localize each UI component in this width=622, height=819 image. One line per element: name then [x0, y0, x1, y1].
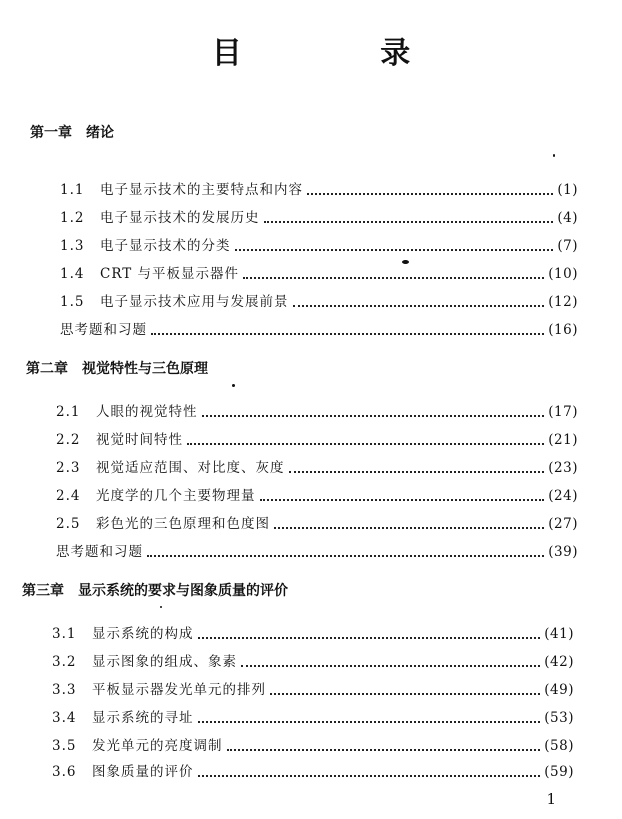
section-title: 电子显示技术应用与发展前景 — [100, 294, 289, 310]
leader-dots — [187, 433, 544, 445]
section-title: 显示系统的寻址 — [92, 710, 194, 726]
section-number: 3.2 — [52, 654, 77, 670]
section-title: 人眼的视觉特性 — [96, 404, 198, 420]
section-number: 2.5 — [56, 516, 81, 532]
toc-entry-3-3[interactable] — [52, 678, 574, 698]
chapter-label: 第三章 — [22, 583, 64, 599]
toc-entry-1-3[interactable] — [60, 234, 578, 254]
page-number: (41) — [544, 626, 574, 642]
leader-dots — [151, 323, 544, 335]
page-number: (7) — [557, 238, 578, 254]
section-title: 显示图象的组成、象素 — [92, 654, 237, 670]
chapter-label: 第二章 — [26, 361, 68, 377]
toc-entry-1-1[interactable] — [60, 178, 578, 198]
section-number: 1.4 — [60, 266, 85, 282]
chapter-name: 绪论 — [86, 125, 114, 141]
scan-speck — [232, 384, 235, 387]
page-number: (49) — [544, 682, 574, 698]
leader-dots — [241, 655, 540, 667]
toc-entry-1-2[interactable] — [60, 206, 578, 226]
page-number: (59) — [544, 764, 574, 780]
leader-dots — [198, 711, 541, 723]
leader-dots — [264, 211, 554, 223]
page-number: (10) — [548, 266, 578, 282]
leader-dots — [293, 295, 545, 307]
section-number: 2.3 — [56, 460, 81, 476]
toc-entry-exercises-1[interactable] — [60, 318, 578, 338]
section-title: 图象质量的评价 — [92, 764, 194, 780]
chapter-label: 第一章 — [30, 125, 72, 141]
scan-speck — [402, 260, 409, 264]
page-number: (17) — [548, 404, 578, 420]
toc-entry-3-5[interactable] — [52, 734, 574, 754]
scan-speck — [160, 606, 162, 608]
section-title: 电子显示技术的主要特点和内容 — [100, 182, 303, 198]
section-title: 视觉时间特性 — [96, 432, 183, 448]
section-number: 2.1 — [56, 404, 81, 420]
page-number: (12) — [548, 294, 578, 310]
section-number: 1.5 — [60, 294, 85, 310]
section-number: 2.2 — [56, 432, 81, 448]
toc-entry-3-1[interactable] — [52, 622, 574, 642]
chapter-name: 视觉特性与三色原理 — [82, 361, 208, 377]
page-number: (23) — [548, 460, 578, 476]
section-title: 平板显示器发光单元的排列 — [92, 682, 266, 698]
toc-entry-3-6[interactable] — [52, 760, 574, 780]
toc-entry-1-4[interactable] — [60, 262, 578, 282]
leader-dots — [227, 739, 541, 751]
leader-dots — [243, 267, 544, 279]
section-title: 思考题和习题 — [56, 544, 143, 560]
toc-entry-2-5[interactable] — [56, 512, 578, 532]
leader-dots — [147, 545, 544, 557]
leader-dots — [270, 683, 540, 695]
chapter-heading-1 — [30, 122, 114, 142]
toc-entry-1-5[interactable] — [60, 290, 578, 310]
section-title: 发光单元的亮度调制 — [92, 738, 223, 754]
section-title: 思考题和习题 — [60, 322, 147, 338]
section-number: 3.3 — [52, 682, 77, 698]
section-title: CRT 与平板显示器件 — [100, 266, 240, 282]
section-title: 电子显示技术的发展历史 — [100, 210, 260, 226]
section-number: 3.4 — [52, 710, 77, 726]
page-number: (27) — [548, 516, 578, 532]
page-number: (24) — [548, 488, 578, 504]
leader-dots — [274, 517, 544, 529]
leader-dots — [198, 627, 541, 639]
scan-speck — [553, 154, 555, 157]
page-number: (39) — [548, 544, 578, 560]
toc-entry-exercises-2[interactable] — [56, 540, 578, 560]
page-number: (58) — [544, 738, 574, 754]
toc-entry-2-2[interactable] — [56, 428, 578, 448]
toc-entry-2-3[interactable] — [56, 456, 578, 476]
chapter-name: 显示系统的要求与图象质量的评价 — [78, 583, 288, 599]
page-folio: 1 — [546, 790, 556, 808]
chapter-heading-2 — [26, 358, 208, 378]
section-number: 3.1 — [52, 626, 77, 642]
chapter-heading-3 — [22, 580, 288, 600]
toc-entry-2-4[interactable] — [56, 484, 578, 504]
leader-dots — [198, 765, 541, 777]
leader-dots — [260, 489, 545, 501]
section-title: 显示系统的构成 — [92, 626, 194, 642]
leader-dots — [235, 239, 554, 251]
section-title: 视觉适应范围、对比度、灰度 — [96, 460, 285, 476]
leader-dots — [202, 405, 545, 417]
page-title: 目 录 — [211, 36, 475, 71]
section-number: 1.2 — [60, 210, 85, 226]
section-number: 2.4 — [56, 488, 81, 504]
leader-dots — [307, 183, 553, 195]
toc-entry-3-4[interactable] — [52, 706, 574, 726]
page-number: (42) — [544, 654, 574, 670]
section-title: 彩色光的三色原理和色度图 — [96, 516, 270, 532]
toc-entry-2-1[interactable] — [56, 400, 578, 420]
section-number: 1.3 — [60, 238, 85, 254]
section-title: 电子显示技术的分类 — [100, 238, 231, 254]
section-title: 光度学的几个主要物理量 — [96, 488, 256, 504]
page-number: (16) — [548, 322, 578, 338]
section-number: 1.1 — [60, 182, 85, 198]
page-number: (53) — [544, 710, 574, 726]
section-number: 3.6 — [52, 764, 77, 780]
page-number: (4) — [557, 210, 578, 226]
toc-entry-3-2[interactable] — [52, 650, 574, 670]
leader-dots — [289, 461, 545, 473]
section-number: 3.5 — [52, 738, 77, 754]
page-number: (1) — [557, 182, 578, 198]
page-number: (21) — [548, 432, 578, 448]
